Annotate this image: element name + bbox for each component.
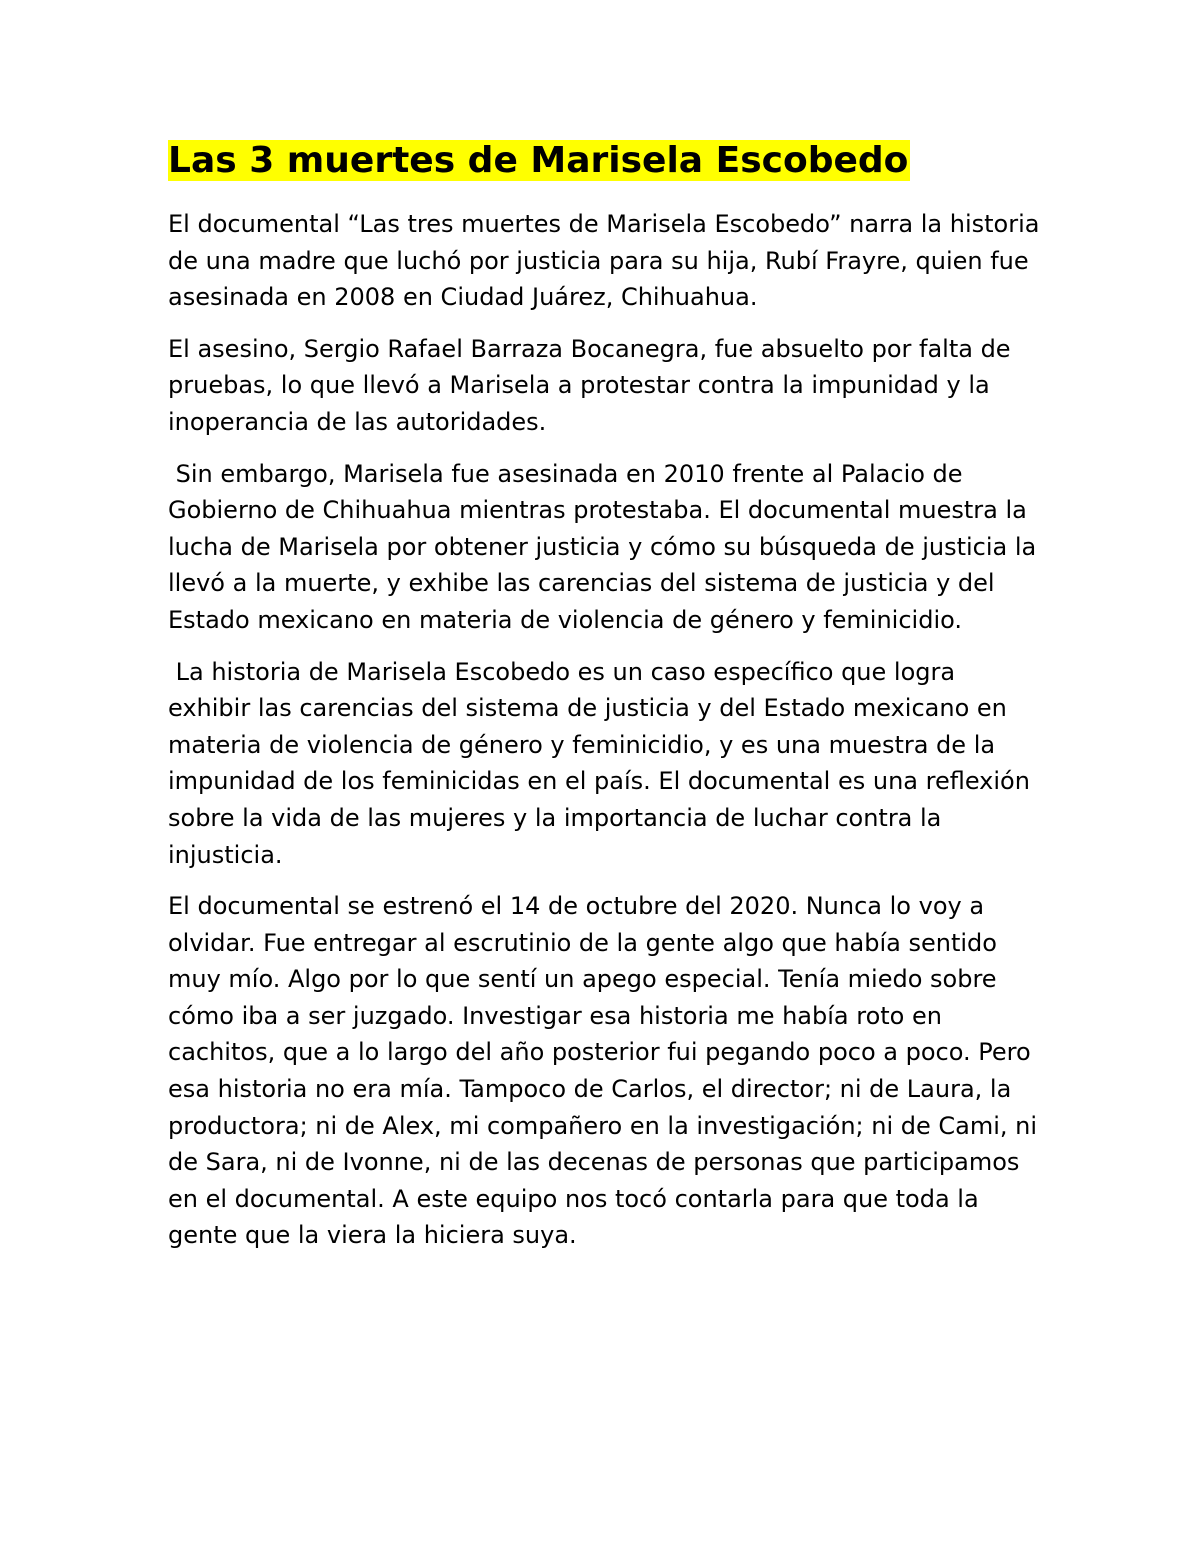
paragraph-3: Sin embargo, Marisela fue asesinada en 2010 frente al Palacio de Gobierno de Chihuahua mientras protestaba. El documental muestra la lucha de Marisela por obtener justicia y cómo su búsqueda de justicia la llevó a la muerte, y exhibe las carencias del sistema de justicia y del Estado mexicano en materia de violencia de género y feminicidio. (168, 459, 1044, 634)
title-highlight: Las 3 muertes de Marisela Escobedo (168, 140, 909, 181)
document-body (168, 138, 1044, 1269)
document-title (168, 138, 1040, 184)
paragraph-4: La historia de Marisela Escobedo es un caso específico que logra exhibir las carencias del sistema de justicia y del Estado mexicano en materia de violencia de género y feminicidio, y es una muestra de la impunidad de los feminicidas en el país. El documental es una reflexión sobre la vida de las mujeres y la importancia de luchar contra la injusticia. (168, 657, 1038, 869)
paragraph-2: El asesino, Sergio Rafael Barraza Bocanegra, fue absuelto por falta de pruebas, lo que llevó a Marisela a protestar contra la impunidad y la inoperancia de las autoridades. (168, 334, 1011, 436)
paragraph-5: El documental se estrenó el 14 de octubre del 2020. Nunca lo voy a olvidar. Fue entregar al escrutinio de la gente algo que había sentido muy mío. Algo por lo que sentí un apego especial. Tenía miedo sobre cómo iba a ser juzgado. Investigar esa historia me había roto en cachitos, que a lo largo del año posterior fui pegando poco a poco. Pero esa historia no era mía. Tampoco de Carlos, el director; ni de Laura, la productora; ni de Alex, mi compañero en la investigación; ni de Cami, ni de Sara, ni de Ivonne, ni de las decenas de personas que participamos en el documental. A este equipo nos tocó contarla para que toda la gente que la viera la hiciera suya. (168, 892, 1038, 1250)
paragraph-1: El documental “Las tres muertes de Marisela Escobedo” narra la historia de una madre que luchó por justicia para su hija, Rubí Frayre, quien fue asesinada en 2008 en Ciudad Juárez, Chihuahua. (168, 210, 1040, 312)
